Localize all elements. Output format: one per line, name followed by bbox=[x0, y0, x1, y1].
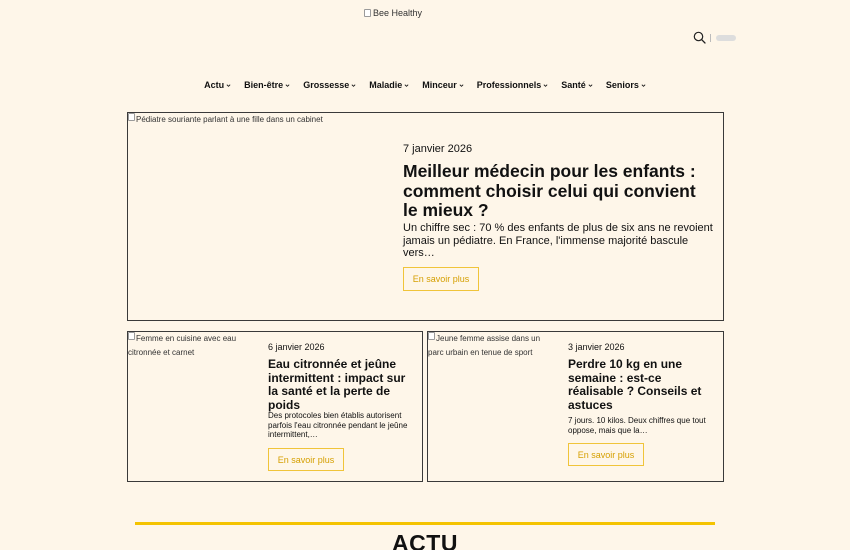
chevron-down-icon bbox=[588, 83, 593, 88]
nav-item-label: Actu bbox=[204, 80, 225, 90]
article-date: 6 janvier 2026 bbox=[268, 342, 325, 352]
main-navigation bbox=[0, 80, 850, 90]
read-more-button[interactable]: En savoir plus bbox=[403, 267, 479, 291]
nav-item-label: Minceur bbox=[422, 80, 457, 90]
article-date: 7 janvier 2026 bbox=[403, 143, 473, 155]
image-alt-text: Jeune femme assise dans un parc urbain en tenue de sport bbox=[428, 334, 541, 357]
search-icon[interactable] bbox=[693, 31, 706, 44]
article-excerpt: Un chiffre sec : 70 % des enfants de plus de six ans ne revoient jamais un pédiatre. En France, l'immense majorité bascule vers… bbox=[403, 222, 713, 259]
nav-item-label: Maladie bbox=[369, 80, 403, 90]
nav-item-label: Bien-être bbox=[244, 80, 284, 90]
section-divider bbox=[135, 522, 715, 525]
article-title[interactable]: Meilleur médecin pour les enfants : comment choisir celui qui convient le mieux ? bbox=[403, 161, 696, 220]
article-image[interactable] bbox=[128, 332, 256, 360]
nav-item-minceur[interactable] bbox=[422, 80, 464, 90]
read-more-button[interactable]: En savoir plus bbox=[568, 443, 644, 466]
nav-item-label: Grossesse bbox=[303, 80, 350, 90]
header-divider bbox=[710, 34, 711, 42]
nav-item-actu[interactable] bbox=[204, 80, 231, 90]
chevron-down-icon bbox=[404, 83, 409, 88]
nav-item-label: Santé bbox=[561, 80, 586, 90]
chevron-down-icon bbox=[285, 83, 290, 88]
article-title[interactable]: Perdre 10 kg en une semaine : est-ce réalisable ? Conseils et astuces bbox=[568, 357, 702, 412]
image-alt-text: Pédiatre souriante parlant à une fille dans un cabinet bbox=[136, 115, 323, 124]
broken-image-icon bbox=[428, 332, 435, 340]
nav-item-sante[interactable] bbox=[561, 80, 593, 90]
chevron-down-icon bbox=[226, 83, 231, 88]
read-more-button[interactable]: En savoir plus bbox=[268, 448, 344, 471]
article-date: 3 janvier 2026 bbox=[568, 342, 625, 352]
article-excerpt: 7 jours. 10 kilos. Deux chiffres que tout oppose, mais que la… bbox=[568, 416, 706, 435]
article-card bbox=[127, 331, 423, 482]
nav-item-grossesse[interactable] bbox=[303, 80, 356, 90]
article-excerpt: Des protocoles bien établis autorisent parfois l'eau citronnée pendant le jeûne intermittent,… bbox=[268, 411, 408, 439]
chevron-down-icon bbox=[641, 83, 646, 88]
article-title[interactable]: Eau citronnée et jeûne intermittent : impact sur la santé et la perte de poids bbox=[268, 357, 406, 412]
featured-article-image[interactable] bbox=[128, 113, 398, 127]
chevron-down-icon bbox=[543, 83, 548, 88]
nav-item-bien-etre[interactable] bbox=[244, 80, 290, 90]
nav-item-maladie[interactable] bbox=[369, 80, 409, 90]
chevron-down-icon bbox=[351, 83, 356, 88]
site-logo[interactable] bbox=[364, 8, 422, 18]
article-image[interactable] bbox=[428, 332, 556, 360]
broken-image-icon bbox=[364, 9, 371, 17]
nav-item-professionnels[interactable] bbox=[477, 80, 549, 90]
broken-image-icon bbox=[128, 113, 135, 121]
nav-item-label: Professionnels bbox=[476, 80, 542, 90]
nav-item-seniors[interactable] bbox=[606, 80, 646, 90]
broken-image-icon bbox=[128, 332, 135, 340]
nav-item-label: Seniors bbox=[605, 80, 639, 90]
image-alt-text: Femme en cuisine avec eau citronnée et carnet bbox=[128, 334, 237, 357]
section-title: ACTU bbox=[392, 530, 458, 550]
chevron-down-icon bbox=[459, 83, 464, 88]
theme-toggle[interactable] bbox=[716, 35, 736, 41]
article-card bbox=[427, 331, 724, 482]
logo-alt-text: Bee Healthy bbox=[373, 8, 423, 18]
featured-article-card bbox=[127, 112, 724, 321]
